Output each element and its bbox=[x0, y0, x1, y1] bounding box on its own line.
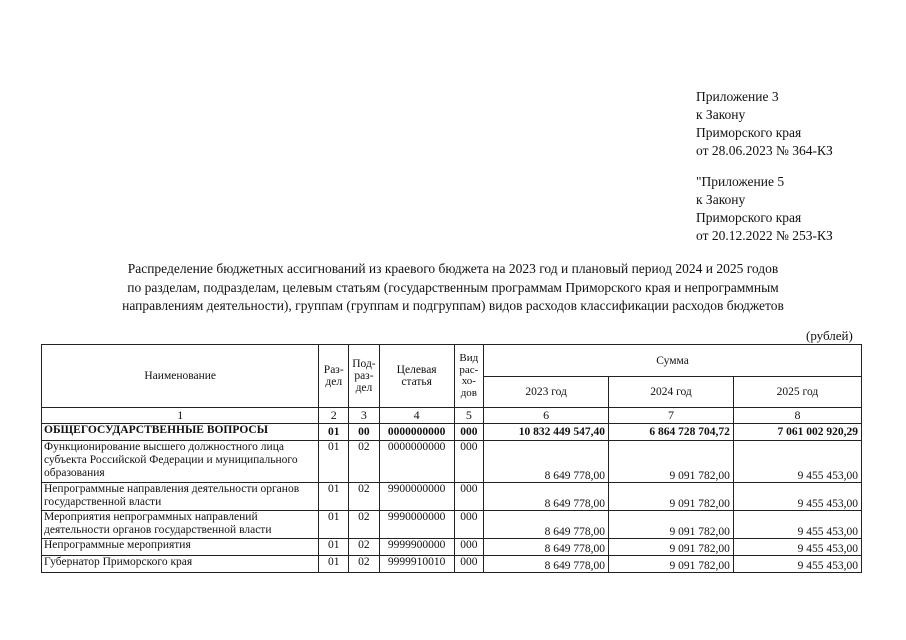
row-subsection: 02 bbox=[349, 539, 380, 556]
row-amount-2025: 9 455 453,00 bbox=[733, 441, 861, 483]
row-subsection: 02 bbox=[349, 483, 380, 511]
row-section: 01 bbox=[319, 424, 349, 441]
row-target-article: 0000000000 bbox=[379, 424, 454, 441]
row-amount-2025: 9 455 453,00 bbox=[733, 483, 861, 511]
row-section: 01 bbox=[319, 511, 349, 539]
row-target-article: 9999900000 bbox=[379, 539, 454, 556]
row-subsection: 00 bbox=[349, 424, 380, 441]
row-target-article: 0000000000 bbox=[379, 441, 454, 483]
header-section: Раз- дел bbox=[319, 345, 349, 408]
annex-main-block bbox=[696, 88, 833, 160]
row-name: Функционирование высшего должностного лица субъекта Российской Федерации и муниципального образования bbox=[42, 441, 319, 483]
table-row bbox=[42, 511, 862, 539]
row-section: 01 bbox=[319, 539, 349, 556]
row-amount-2023: 8 649 778,00 bbox=[484, 511, 609, 539]
annex-ref-line: к Закону bbox=[696, 192, 746, 207]
table-row bbox=[42, 441, 862, 483]
row-amount-2025: 7 061 002 920,29 bbox=[733, 424, 861, 441]
annex-main-line: от 28.06.2023 № 364-КЗ bbox=[696, 143, 833, 158]
row-expense-kind: 000 bbox=[454, 556, 484, 573]
annex-ref-line: "Приложение 5 bbox=[696, 174, 785, 189]
budget-table bbox=[41, 344, 862, 573]
row-amount-2024: 9 091 782,00 bbox=[609, 556, 734, 573]
column-number: 8 bbox=[733, 408, 861, 424]
row-amount-2023: 8 649 778,00 bbox=[484, 483, 609, 511]
row-amount-2025: 9 455 453,00 bbox=[733, 556, 861, 573]
row-amount-2024: 9 091 782,00 bbox=[609, 511, 734, 539]
row-target-article: 9999910010 bbox=[379, 556, 454, 573]
column-number: 6 bbox=[484, 408, 609, 424]
column-number: 3 bbox=[349, 408, 380, 424]
annex-ref-block bbox=[696, 173, 833, 245]
row-expense-kind: 000 bbox=[454, 441, 484, 483]
column-number-row bbox=[42, 408, 862, 424]
annex-ref-line: Приморского края bbox=[696, 210, 802, 225]
row-amount-2024: 9 091 782,00 bbox=[609, 483, 734, 511]
row-section: 01 bbox=[319, 483, 349, 511]
header-target-article: Целевая статья bbox=[379, 345, 454, 408]
row-amount-2023: 8 649 778,00 bbox=[484, 539, 609, 556]
row-expense-kind: 000 bbox=[454, 539, 484, 556]
row-name: Непрограммные направления деятельности органов государственной власти bbox=[42, 483, 319, 511]
row-name: Губернатор Приморского края bbox=[42, 556, 319, 573]
annex-main-line: к Закону bbox=[696, 107, 746, 122]
row-section: 01 bbox=[319, 556, 349, 573]
column-number: 5 bbox=[454, 408, 484, 424]
row-name: Мероприятия непрограммных направлений деятельности органов государственной власти bbox=[42, 511, 319, 539]
row-amount-2024: 9 091 782,00 bbox=[609, 441, 734, 483]
annex-ref-line: от 20.12.2022 № 253-КЗ bbox=[696, 228, 833, 243]
header-year-2024: 2024 год bbox=[609, 377, 734, 408]
column-number: 4 bbox=[379, 408, 454, 424]
header-year-2023: 2023 год bbox=[484, 377, 609, 408]
row-amount-2024: 6 864 728 704,72 bbox=[609, 424, 734, 441]
title-line: направлениям деятельности), группам (группам и подгруппам) видов расходов классификации расходов бюджетов bbox=[122, 298, 784, 313]
row-amount-2025: 9 455 453,00 bbox=[733, 539, 861, 556]
header-name: Наименование bbox=[42, 345, 319, 408]
header-subsection: Под- раз- дел bbox=[349, 345, 380, 408]
row-target-article: 9900000000 bbox=[379, 483, 454, 511]
row-amount-2025: 9 455 453,00 bbox=[733, 511, 861, 539]
row-expense-kind: 000 bbox=[454, 511, 484, 539]
row-subsection: 02 bbox=[349, 556, 380, 573]
row-name: Непрограммные мероприятия bbox=[42, 539, 319, 556]
column-number: 1 bbox=[42, 408, 319, 424]
row-amount-2024: 9 091 782,00 bbox=[609, 539, 734, 556]
title-line: Распределение бюджетных ассигнований из краевого бюджета на 2023 год и плановый период 2024 и 2025 годов bbox=[127, 261, 779, 276]
row-section: 01 bbox=[319, 441, 349, 483]
row-subsection: 02 bbox=[349, 441, 380, 483]
row-name: ОБЩЕГОСУДАРСТВЕННЫЕ ВОПРОСЫ bbox=[42, 424, 319, 441]
table-row bbox=[42, 556, 862, 573]
table-row bbox=[42, 424, 862, 441]
row-target-article: 9990000000 bbox=[379, 511, 454, 539]
table-row bbox=[42, 539, 862, 556]
title-line: по разделам, подразделам, целевым статьям (государственным программам Приморского края и непрограммным bbox=[127, 279, 779, 295]
column-number: 2 bbox=[319, 408, 349, 424]
header-year-2025: 2025 год bbox=[733, 377, 861, 408]
table-row bbox=[42, 483, 862, 511]
annex-main-line: Приморского края bbox=[696, 125, 802, 140]
document-title bbox=[40, 260, 866, 316]
annex-main-line: Приложение 3 bbox=[696, 89, 779, 104]
column-number: 7 bbox=[609, 408, 734, 424]
row-expense-kind: 000 bbox=[454, 424, 484, 441]
row-amount-2023: 8 649 778,00 bbox=[484, 441, 609, 483]
row-amount-2023: 8 649 778,00 bbox=[484, 556, 609, 573]
header-expense-kind: Вид рас- хо- дов bbox=[454, 345, 484, 408]
row-expense-kind: 000 bbox=[454, 483, 484, 511]
currency-unit: (рублей) bbox=[806, 328, 853, 343]
row-subsection: 02 bbox=[349, 511, 380, 539]
header-sum: Сумма bbox=[484, 345, 862, 377]
row-amount-2023: 10 832 449 547,40 bbox=[484, 424, 609, 441]
